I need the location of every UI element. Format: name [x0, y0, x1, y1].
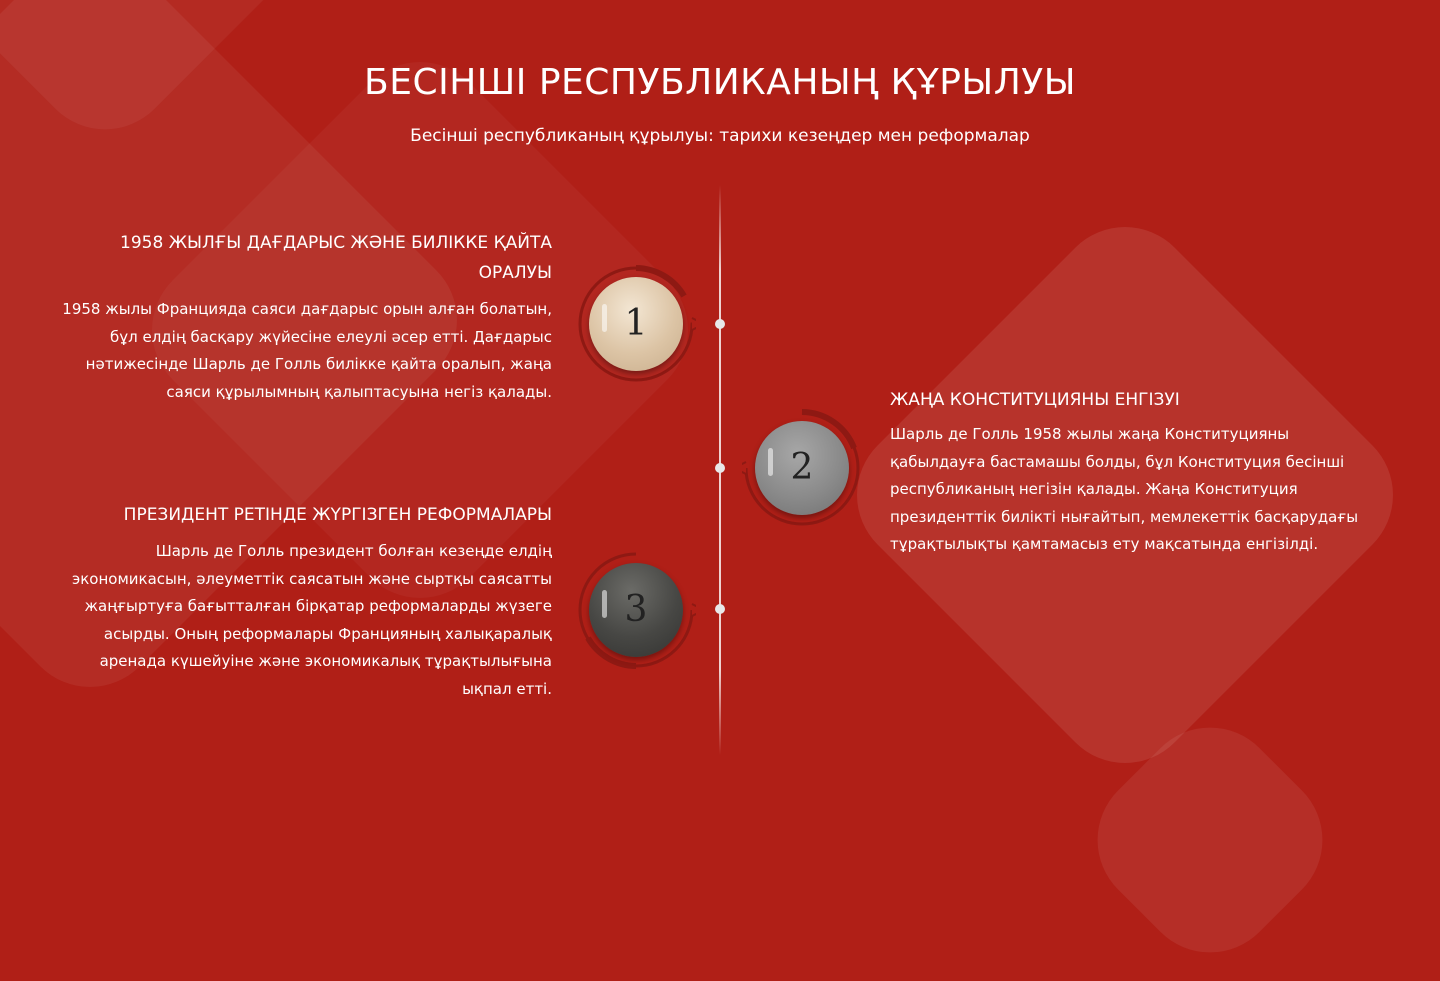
- timeline-marker-3: [576, 550, 696, 670]
- item-heading: 1958 ЖЫЛҒЫ ДАҒДАРЫС ЖӘНЕ БИЛІККЕ ҚАЙТА ОРАЛУЫ: [120, 233, 552, 283]
- timeline-item-3: [60, 500, 552, 703]
- slide-title: БЕСІНШІ РЕСПУБЛИКАНЫҢ ҚҰРЫЛУЫ: [364, 62, 1076, 103]
- item-body: 1958 жылы Францияда саяси дағдарыс орын алған болатын, бұл елдің басқару жүйесіне елеулі әсер етті. Дағдарыс нәтижесінде Шарль де Голль билікке қайта оралып, жаңа саяси құрылымның қалыптасуына негіз қалады.: [62, 300, 552, 401]
- marker-number: 1: [624, 303, 648, 344]
- item-body: Шарль де Голль 1958 жылы жаңа Конституцияны қабылдауға бастамашы болды, бұл Конституция бесінші республиканың негізін қалады. Жаңа Конституция президенттік билікті нығайтып, мемлекеттік басқарудағы тұрақтылықты қамтамасыз ету мақсатында енгізілді.: [890, 425, 1359, 553]
- item-body: Шарль де Голль президент болған кезеңде елдің экономикасын, әлеуметтік саясатын және сыртқы саясатты жаңғыртуға бағытталған бірқатар реформаларды жүзеге асырды. Оның реформалары Францияның халықаралық аренада күшейуіне және экономикалық тұрақтылығына ықпал етті.: [72, 542, 552, 698]
- timeline-marker-2: [742, 408, 862, 528]
- slide-subtitle: Бесінші республиканың құрылуы: тарихи кезеңдер мен реформалар: [410, 126, 1030, 146]
- timeline-marker-1: [576, 264, 696, 384]
- item-heading: ЖАҢА КОНСТИТУЦИЯНЫ ЕНГІЗУІ: [890, 390, 1180, 410]
- marker-number: 2: [790, 447, 814, 488]
- timeline-item-2: [890, 385, 1380, 559]
- timeline-dot: [715, 319, 725, 329]
- timeline-item-1: [60, 228, 552, 406]
- timeline-dot: [715, 604, 725, 614]
- marker-number: 3: [624, 589, 648, 630]
- item-heading: ПРЕЗИДЕНТ РЕТІНДЕ ЖҮРГІЗГЕН РЕФОРМАЛАРЫ: [123, 505, 552, 525]
- timeline-dot: [715, 463, 725, 473]
